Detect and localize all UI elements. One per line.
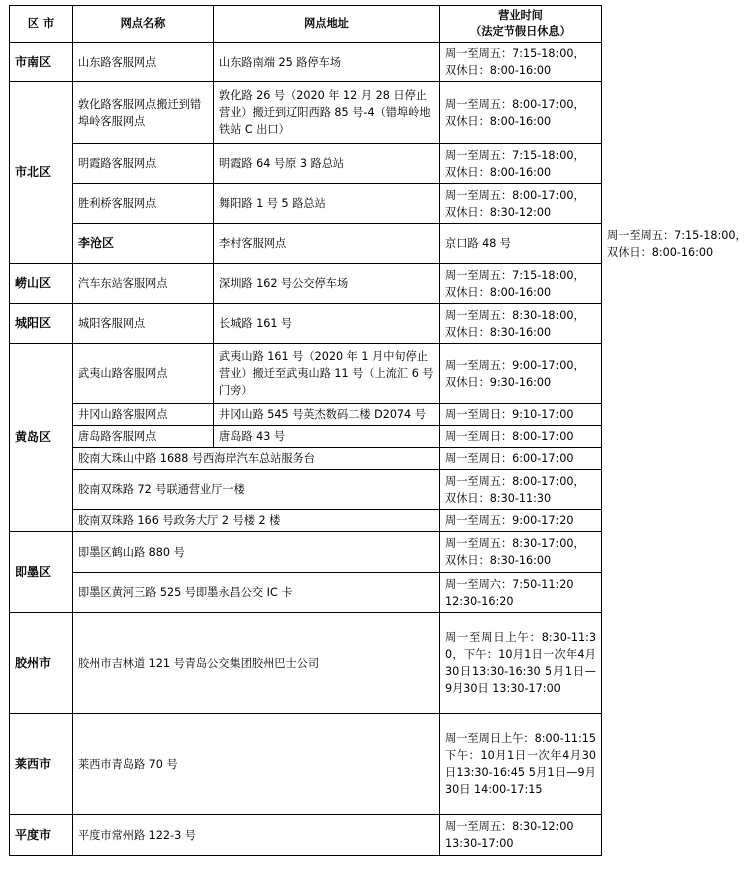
outlet-location-cell: 即墨区黄河三路 525 号即墨永昌公交 IC 卡 [73,573,440,613]
table-row [10,532,602,573]
business-hours-cell [440,448,602,470]
outlet-address-cell: 深圳路 162 号公交停车场 [214,264,440,304]
outlet-address-cell: 长城路 161 号 [214,304,440,344]
service-outlet-table [9,5,747,856]
table-row [10,573,602,613]
outlet-address-cell: 井冈山路 545 号英杰数码二楼 D2074 号 [214,404,440,426]
table-row [10,613,602,714]
business-hours-cell [440,344,602,404]
table-row [10,404,602,426]
hours-line: 周一至周五：9:00-17:20 [445,514,574,527]
hours-line: 周一至周五：8:30-18:00， [445,308,585,322]
hours-line: 周一至周日：6:00-17:00 [445,452,574,465]
business-hours-cell [440,264,602,304]
district-cell: 即墨区 [10,532,73,613]
table-row [10,344,602,404]
business-hours-cell [440,573,602,613]
outlet-address-cell: 山东路南端 25 路停车场 [214,43,440,82]
business-hours-cell [440,613,602,714]
outlet-name-cell: 敦化路客服网点搬迁到错埠岭客服网点 [73,82,214,144]
hours-line: 周一至周日上午：8:00-11:15 下午：10月1日一次年4月30日13:30-16:45 5月1日—9月30日 14:00-17:15 [445,732,596,796]
hours-line: 周一至周五：7:15-18:00， [445,47,585,60]
business-hours-cell [440,304,602,344]
outlet-address-cell: 武夷山路 161 号（2020 年 1 月中旬停止营业）搬迁至武夷山路 11 号（上流汇 6 号门旁） [214,344,440,404]
business-hours-cell [440,510,602,532]
outlet-name-cell: 明霞路客服网点 [73,144,214,184]
table-body [10,43,747,856]
business-hours-cell [440,82,602,144]
table-row [10,714,602,815]
table-row [10,510,602,532]
header-outlet-address: 网点地址 [214,6,440,43]
hours-line: 双休日：8:00-16:00 [445,114,552,128]
hours-line: 周一至周五：9:00-17:00， [445,358,585,372]
header-hours-title: 营业时间 [498,9,543,22]
outlet-location-cell: 胶州市吉林道 121 号青岛公交集团胶州巴士公司 [73,613,440,714]
outlet-address-cell: 明霞路 64 号原 3 路总站 [214,144,440,184]
district-cell: 李沧区 [73,224,214,264]
hours-line: 周一至周五：7:15-18:00， [445,148,585,162]
table-row: 李沧区 李村客服网点 京口路 48 号 周一至周五：7:15-18:00， 双休日：8:00-16:00 [10,224,602,264]
hours-line: 12:30-16:20 [445,594,514,608]
hours-line: 周一至周五：8:00-17:00， [445,188,585,202]
district-cell: 莱西市 [10,714,73,815]
hours-line: 周一至周日：9:10-17:00 [445,408,574,421]
district-cell: 平度市 [10,815,73,856]
hours-line: 双休日：8:30-16:00 [445,325,552,339]
hours-line: 双休日：8:30-11:30 [445,491,552,505]
outlet-address-cell: 京口路 48 号 [440,224,602,264]
outlet-location-cell: 胶南大珠山中路 1688 号西海岸汽车总站服务台 [73,448,440,470]
outlet-name-cell: 井冈山路客服网点 [73,404,214,426]
outlet-location-cell: 平度市常州路 122-3 号 [73,815,440,856]
district-cell: 胶州市 [10,613,73,714]
header-outlet-name: 网点名称 [73,6,214,43]
hours-line: 双休日：9:30-16:00 [445,375,552,389]
hours-line: 周一至周五：8:30-12:00 [445,820,574,833]
business-hours-cell [440,184,602,224]
outlet-address-cell: 唐岛路 43 号 [214,426,440,448]
table-row [10,264,602,304]
hours-line: 双休日：8:30-12:00 [445,205,552,219]
table-row [10,43,602,82]
business-hours-cell [440,404,602,426]
business-hours-cell [440,815,602,856]
hours-line: 双休日：8:00-16:00 [445,285,552,299]
table-row [10,470,602,510]
table-row [10,144,602,184]
hours-line: 周一至周五：8:00-17:00， [445,474,585,488]
header-district: 区 市 [10,6,73,43]
outlet-name-cell: 山东路客服网点 [73,43,214,82]
outlet-name-cell: 李村客服网点 [214,224,440,264]
outlet-location-cell: 胶南双珠路 72 号联通营业厅一楼 [73,470,440,510]
hours-line: 13:30-17:00 [445,837,514,850]
outlet-location-cell: 即墨区鹤山路 880 号 [73,532,440,573]
outlet-address-cell: 敦化路 26 号（2020 年 12 月 28 日停止营业）搬迁到辽阳西路 85 号-4（错埠岭地铁站 C 出口） [214,82,440,144]
table-header-row [10,6,602,43]
outlet-name-cell: 城阳客服网点 [73,304,214,344]
business-hours-cell [440,43,602,82]
table-row [10,304,602,344]
business-hours-cell [440,144,602,184]
table-row [10,82,602,144]
district-cell: 市北区 [10,82,73,264]
hours-line: 双休日：8:30-16:00 [445,554,552,567]
business-hours-cell [440,714,602,815]
district-cell: 崂山区 [10,264,73,304]
outlet-name-cell: 汽车东站客服网点 [73,264,214,304]
business-hours-cell [440,532,602,573]
district-cell: 黄岛区 [10,344,73,532]
hours-line: 周一至周五：7:15-18:00， [445,268,585,282]
hours-line: 双休日：8:00-16:00 [445,165,552,179]
district-cell: 市南区 [10,43,73,82]
outlet-location-cell: 胶南双珠路 166 号政务大厅 2 号楼 2 楼 [73,510,440,532]
hours-line: 周一至周五：8:30-17:00， [445,537,585,550]
table-row [10,815,602,856]
table-row [10,184,602,224]
header-business-hours [440,6,602,43]
business-hours-cell [440,426,602,448]
business-hours-cell [440,470,602,510]
hours-line: 周一至周日上午：8:30-11:30，下午：10月1日一次年4月30日13:30-16:30 5月1日—9月30日 13:30-17:00 [445,631,596,695]
outlet-name-cell: 武夷山路客服网点 [73,344,214,404]
hours-line: 双休日：8:00-16:00 [445,64,552,77]
outlet-location-cell: 莱西市青岛路 70 号 [73,714,440,815]
outlet-name-cell: 唐岛路客服网点 [73,426,214,448]
district-cell: 城阳区 [10,304,73,344]
hours-line: 周一至周五：8:00-17:00， [445,97,585,111]
table-row [10,426,602,448]
outlet-name-cell: 胜利桥客服网点 [73,184,214,224]
outlet-address-cell: 舞阳路 1 号 5 路总站 [214,184,440,224]
hours-line: 周一至周日：8:00-17:00 [445,430,574,443]
header-hours-note: （法定节假日休息） [470,25,571,38]
hours-line: 周一至周六：7:50-11:20 [445,577,574,591]
table-row [10,448,602,470]
